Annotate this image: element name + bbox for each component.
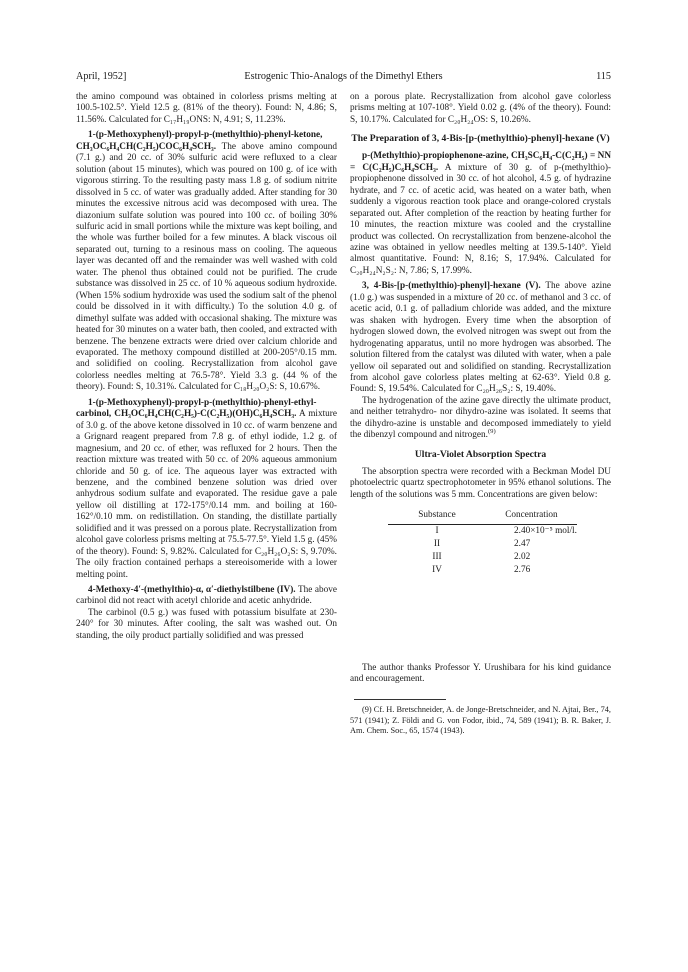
concentration-cell: 2.47: [514, 538, 531, 549]
concentration-cell: 2.76: [514, 564, 531, 575]
compound-heading: p-(Methylthio)-propiophenone-azine,: [362, 151, 509, 162]
compound-heading: 3, 4-Bis-[p-(methylthio)-phenyl]-hexane (V).: [362, 281, 541, 292]
concentration-cell: 2.02: [514, 551, 531, 562]
paragraph: the amino compound was obtained in colorless prisms melting at 100.5-102.5°. Yield 12.5 g. (81% of the theory). Found: N, 4.86; S, 11.56%. Calculated for C₁₇H₁₉ONS: N, 4.91; S, 11.23%.: [76, 92, 337, 125]
paragraph: [350, 281, 611, 396]
compound-heading: 4-Methoxy-4′-(methylthio)-α, α′-diethylstilbene (IV).: [88, 585, 296, 596]
paragraph: [76, 130, 337, 393]
section-heading: Ultra-Violet Absorption Spectra: [414, 448, 547, 460]
paragraph-text: A mixture of 30 g. of p-(methylthio)-propiophenone dissolved in 30 cc. of hot alcohol, 4.5 g. of hydrazine hydrate, and 7 cc. of acetic acid, was heated on a water bath, when suddenly a vigorous reaction took place and orange-colored crystals separated out. After completion of the reaction by heating further for 10 minutes, the reaction mixture was cooled and the crystalline product was collected. On recrystallization from benzene-alcohol the azine was obtained in yellow needles melting at 139.5-140°. Yield almost quantitative. Found: N, 8.16; S, 17.94%. Calculated for C₂₀H₂₄N₂S₂: N, 7.86; S, 17.99%.: [350, 162, 611, 276]
paragraph: [76, 398, 337, 581]
column-header-substance: Substance: [388, 509, 486, 524]
compound-heading: 1-(p-Methoxyphenyl)-propyl-p-(methylthio)-phenyl-ethyl-carbinol,: [76, 397, 317, 420]
paragraph-text: The above carbinol did not react with acetyl chloride and acetic anhydride.: [76, 585, 337, 607]
table-row: [388, 551, 577, 564]
table-row: [388, 538, 577, 551]
substance-cell: I: [435, 525, 439, 536]
right-column: [350, 92, 611, 736]
substance-cell: II: [433, 538, 441, 549]
running-header: [76, 71, 611, 85]
left-column: [76, 92, 337, 642]
page-number: 115: [596, 71, 611, 82]
table-row: [388, 564, 577, 577]
header-title: Estrogenic Thio-Analogs of the Dimethyl Ethers: [244, 71, 443, 82]
paragraph-text: The hydrogenation of the azine gave directly the ultimate product, and neither tetrahydro- nor dihydro-azine was isolated. It seems that the dihydro-azine is unstable and decomposed immediately to yield the dibenzyl compound and nitrogen.: [350, 395, 611, 441]
paragraph: [350, 396, 611, 442]
concentration-table: [388, 509, 577, 576]
paragraph: [350, 151, 611, 277]
acknowledgement: The author thanks Professor Y. Urushibara for his kind guidance and encouragement.: [350, 662, 611, 684]
substance-cell: IV: [432, 564, 442, 575]
paragraph-text: The above amino compound (7.1 g.) and 20 cc. of 30% sulfuric acid were refluxed to a clear solution (about 15 minutes), which was poured on 100 g. of ice with vigorous stirring. To the resulting pasty mass 1.8 g. of sodium nitrite dissolved in 5 cc. of water was gradually added. After standing for 30 minutes the excessive nitrous acid was decomposed with urea. The diazonium sulfate solution was poured into 100 cc. of boiling 30% sulfuric acid in small portions while the mixture was kept boiling, and the whole was further boiled for a few minutes. A black viscous oil separated out, turning to a resinous mass on cooling. The aqueous layer was decanted off and the remainder was well washed with cold water. The phenol thus obtained could not be purified. The crude substance was dissolved in 25 cc. of 10 % aqueous sodium hydroxide. (When 15% sodium hydroxide was used the sodium salt of the phenol could be dissolved in it with difficulty.) To the solution 4.0 g. of dimethyl sulfate was added with occasional shaking. The mixture was heated for 30 minutes on a water bath, then cooled, and extracted with benzene. The benzene extracts were dried over calcium chloride and evaporated. The methoxy compound distilled at 200-205°/0.15 mm. and solidified on cooling. Recrystallization from alcohol gave colorless needles melting at 76.5-78°. Yield 3.3 g. (44 % of the theory). Found: S, 10.31%. Calculated for C₁₈H₂₀O₂S: S, 10.67%.: [76, 141, 337, 393]
paragraph: The carbinol (0.5 g.) was fused with potassium bisulfate at 230-240° for 30 minutes. After cooling, the salt was washed out. On standing, the oily product partially solidified and was pressed: [76, 607, 337, 641]
compound-heading: 1-(p-Methoxyphenyl)-propyl-p-(methylthio)-phenyl-ketone, CH₃OC₆H₄CH(C₂H₅)COC₆H₄SCH₃.: [76, 130, 323, 152]
paragraph: [76, 585, 337, 608]
substance-cell: III: [432, 551, 442, 562]
footnote-ref: (9): [487, 428, 496, 436]
paragraph: on a porous plate. Recrystallization from alcohol gave colorless prisms melting at 107-108°. Yield 0.02 g. (4% of the theory). Found: S, 10.17%. Calculated for C₂₀H₂₄OS: S, 10.26%.: [350, 92, 611, 125]
paragraph-text: A mixture of 3.0 g. of the above ketone dissolved in 10 cc. of warm benzene and a Grignard reagent prepared from 7.8 g. of ethyl iodide, 1.2 g. of magnesium, and 20 cc. of ether, was refluxed for 2 hours. Then the reaction mixture was treated with 50 cc. of 20% aqueous ammonium chloride and 50 g. of ice. The aqueous layer was extracted with benzene, and the combined benzene solution was dried over anhydrous sodium sulfate and evaporated. The residue gave a pale yellow oil distilling at 172-175°/0.14 mm. and boiling at 160-162°/0.10 mm. on redistillation. On standing, the distillate partially solidified and it was pressed on a porous plate. Recrystallization from alcohol gave colorless prisms melting at 75.5-77.5°. Yield 1.5 g. (45% of the theory). Found: S, 9.82%. Calculated for C₂₀H₂₆O₂S: S, 9.70%. The oily fraction contained perhaps a stereoisomeride with a lower melting point.: [76, 409, 337, 580]
table-row: [388, 524, 577, 538]
section-heading: The Preparation of 3, 4-Bis-[p-(methylthio)-phenyl]-hexane (V): [351, 133, 610, 145]
footnote-divider: [354, 699, 446, 700]
header-date: April, 1952]: [76, 71, 127, 82]
compound-formula: CH₃OC₆H₄CH(C₂H₅)-C(C₂H₅)(OH)C₆H₄SCH₃.: [114, 409, 297, 420]
compound-formula: CH₃SC₆H₄-C(C₂H₅) = NN = C(C₂H₅)C₆H₄SCH₃.: [350, 151, 611, 173]
footnote: (9) Cf. H. Bretschneider, A. de Jonge-Bretschneider, and N. Ajtai, Ber., 74, 571 (1941); Z. Földi and G. von Fodor, ibid., 74, 589 (1941); B. R. Baker, J. Am. Chem. Soc., 65, 1574 (1943).: [350, 705, 611, 735]
column-header-concentration: Concentration: [486, 509, 577, 524]
concentration-cell: 2.40×10⁻⁵ mol/l.: [514, 525, 577, 536]
table-header-row: [388, 509, 577, 524]
paragraph: The absorption spectra were recorded with a Beckman Model DU photoelectric quartz spectrophotometer in 95% ethanol solutions. The length of the solutions was 5 mm. Concentrations are given below:: [350, 466, 611, 500]
paragraph-text: The above azine (1.0 g.) was suspended in a mixture of 20 cc. of methanol and 3 cc. of acetic acid, 0.1 g. of palladium chloride was added, and the mixture was shaken with hydrogen. Every time when the absorption of hydrogen slowed down, the evolved nitrogen was swept out from the hydrogenating apparatus, until no more hydrogen was absorbed. The solution filtered from the catalyst was diluted with water, when a pale yellow oil separated out and solidified on standing. Recrystallization from alcohol gave colorless plates melting at 62-63°. Yield 0.8 g. Found: S, 19.54%. Calculated for C₂₀H₂₆S₂: S, 19.40%.: [350, 281, 611, 395]
